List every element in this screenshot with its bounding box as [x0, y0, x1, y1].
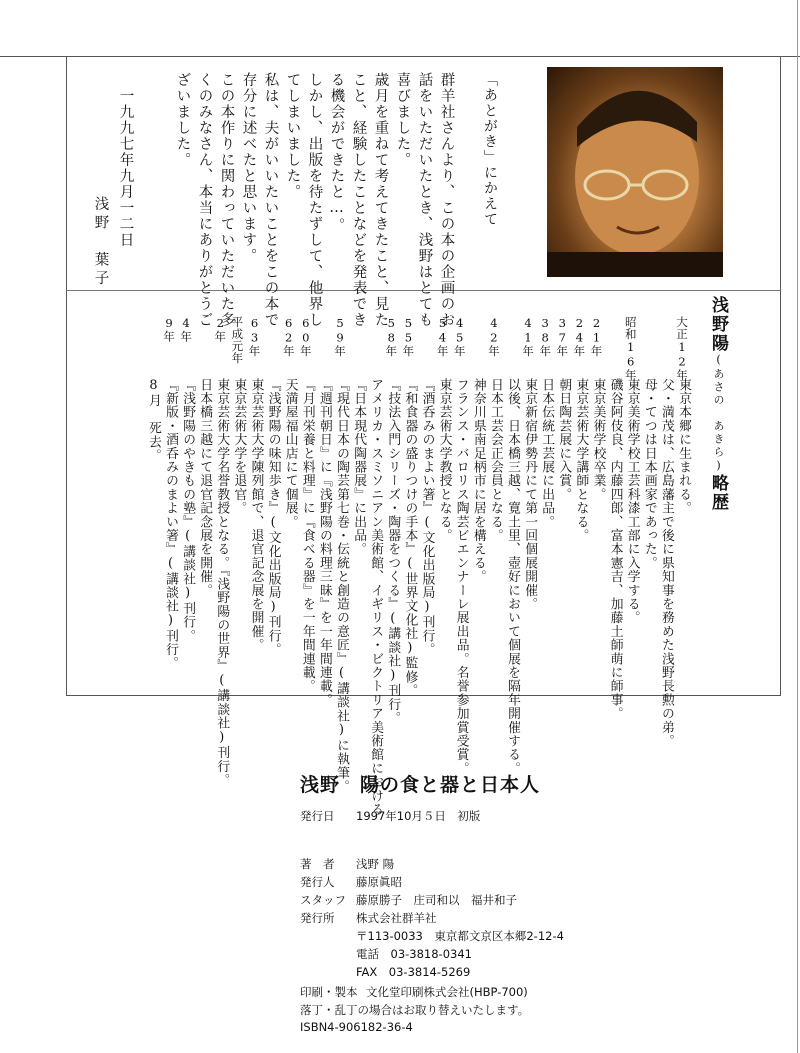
- colophon-label: 発行人: [300, 875, 335, 889]
- colophon-row: [300, 984, 528, 1000]
- bio-entry-text: 『新版・酒呑みのまよい箸』(講談社)刊行。: [163, 378, 178, 671]
- bio-entry-year: 54年: [435, 316, 450, 357]
- bio-entry-year: 59年: [333, 316, 347, 357]
- colophon-value: 株式会社群羊社: [356, 911, 437, 925]
- colophon-row: [300, 892, 517, 908]
- afterword-line: 喜びました。: [394, 72, 411, 168]
- bio-entry-year: 大正12年: [675, 316, 689, 381]
- bio-entry-text: 東京美術学校卒業。: [590, 378, 606, 502]
- afterword-line: てしまいました。: [284, 72, 301, 200]
- bio-entry-text: 日本橋三越にて退官記念展を開催。: [197, 378, 213, 598]
- bio-entry-text: 磯谷阿伎良、内藤四郎、富本憲吉、加藤土師萌に師事。: [607, 378, 623, 721]
- bio-entry-text: 東京芸術大学を退官。: [231, 378, 247, 515]
- colophon-value: 浅野 陽: [356, 857, 395, 871]
- page-edge-right: [797, 0, 798, 1053]
- bio-entry-year: 58年: [384, 316, 399, 357]
- colophon-value: 藤原勝子 庄司和以 福井和子: [356, 893, 517, 907]
- bio-entry-text: 東京本郷に生まれる。: [676, 378, 691, 515]
- bio-heading: [706, 296, 731, 512]
- bio-entry-text: 東京新宿伊勢丹にて第一回個展開催。: [522, 378, 538, 611]
- colophon-row: [300, 1020, 413, 1034]
- bio-entry-year: 55年: [401, 316, 416, 357]
- bio-entry-text: 東京芸術大学講師となる。: [573, 378, 589, 543]
- bio-entry-year: 昭和16年: [623, 316, 638, 381]
- book-title: 浅野 陽の食と器と日本人: [300, 774, 541, 796]
- bio-entry-year: 21年: [589, 316, 604, 357]
- afterword-line: 群羊社さんより、この本の企画のお: [438, 72, 455, 328]
- bio-entry-year: 60年: [298, 316, 313, 357]
- bio-entry-text: 母・てつは日本画家であった。: [641, 378, 657, 570]
- bio-entry-year: 9年: [162, 316, 176, 343]
- bio-reading: (あさの あきら): [712, 353, 725, 474]
- afterword-line: しかし、出版を待たずして、他界し: [306, 72, 323, 328]
- colophon-row: [300, 856, 394, 872]
- colophon-label: スタッフ: [300, 893, 346, 907]
- bio-title-suffix: 略歴: [708, 474, 728, 512]
- colophon-value: 〒113-0033 東京都文京区本郷2-12-4: [356, 929, 564, 943]
- bio-entry-text: アメリカ・スミソニアン美術館、イギリス・ビクトリア美術館における: [368, 378, 384, 817]
- colophon-row: [300, 910, 437, 926]
- bio-entry-year: 62年: [281, 316, 296, 357]
- bio-entry-text: 天満屋福山店にて個展。: [282, 378, 298, 529]
- bio-entry-text: 『日本現代陶器展』に出品。: [351, 378, 367, 557]
- colophon-label: 印刷・製本: [300, 985, 358, 999]
- colophon-row: [300, 1002, 529, 1018]
- colophon-label: 著 者: [300, 857, 335, 871]
- bio-entry-text: 『浅野陽の味知歩き』(文化出版局)刊行。: [265, 378, 281, 657]
- bio-entry-text: 『週刊朝日』に『浅野陽の料理三昧』を一年間連載。: [316, 378, 332, 707]
- bio-entry-text: 神奈川県南足柄市に居を構える。: [470, 378, 486, 584]
- bio-entry-year: 42年: [486, 316, 501, 357]
- bio-entry-year: 37年: [555, 316, 570, 357]
- colophon-row: [300, 964, 470, 980]
- afterword-date: 一九九七年九月一二日: [117, 88, 134, 248]
- afterword-line: こと、経験したことなどを発表でき: [350, 72, 367, 328]
- afterword-line: 私は、夫がいいたいことをこの本で: [262, 72, 279, 328]
- bio-entry-year: 2年: [213, 316, 228, 343]
- colophon-value: 藤原眞昭: [356, 875, 402, 889]
- colophon: [300, 770, 760, 1034]
- afterword-heading: 「あとがき」にかえて: [482, 72, 498, 227]
- bio-entry-text: 東京芸術大学名誉教授となる。『浅野陽の世界』(講談社)刊行。: [214, 378, 230, 787]
- bio-entry-text: フランス・バロリス陶芸ビエンナーレ展出品。名誉参加賞受賞。: [453, 378, 469, 776]
- portrait-illustration: [547, 67, 723, 277]
- bio-entry-text: 『和食器の盛りつけの手本』(世界文化社)監修。: [402, 378, 418, 698]
- bio-name: 浅野陽: [708, 296, 728, 353]
- afterword-signature: 浅野 葉子: [92, 196, 109, 289]
- colophon-row: [300, 874, 402, 890]
- afterword-line: ざいました。: [174, 72, 191, 168]
- colophon-value: 1997年10月５日 初版: [356, 809, 481, 823]
- colophon-value: 落丁・乱丁の場合はお取り替えいたします。: [300, 1003, 530, 1017]
- bio-entry-year: 24年: [572, 316, 587, 357]
- frame-right-line: [780, 56, 781, 696]
- afterword-section: [0, 0, 540, 328]
- bio-entry-text: 父・満茂は、広島藩主で後に県知事を務めた浅野長勲の弟。: [658, 378, 674, 748]
- bio-entry-text: 東京芸術大学教授となる。: [436, 378, 452, 543]
- bio-entry-text: 8月 死去。: [145, 378, 161, 463]
- colophon-value: ISBN4-906182-36-4: [300, 1020, 413, 1034]
- bio-entry-text: 『現代日本の陶芸第七巻・伝統と創造の意匠』(講談社)に執筆。: [334, 378, 349, 794]
- bio-entry-year: 45年: [452, 316, 467, 357]
- colophon-value: 文化堂印刷株式会社(HBP-700): [366, 985, 528, 999]
- bio-entry-text: 『酒呑みのまよい箸』(文化出版局)刊行。: [419, 378, 435, 657]
- bio-entry-year: 63年: [247, 316, 262, 357]
- afterword-line: この本作りに関わっていただいた多: [218, 72, 235, 328]
- colophon-value: FAX 03-3814-5269: [356, 965, 471, 979]
- bio-entry-text: 『技法入門シリーズ・陶器をつくる』(講談社)刊行。: [385, 378, 401, 725]
- author-portrait-photo: [547, 67, 723, 277]
- bio-entry-text: 朝日陶芸展に入賞。: [556, 378, 572, 502]
- afterword-line: る機会ができたと…。: [328, 72, 345, 234]
- bio-entry-text: 東京芸術大学陳列館で、退官記念展を開催。: [248, 378, 264, 652]
- bio-entry-text: 日本伝統工芸展に出品。: [539, 378, 555, 529]
- bio-entry-year: 38年: [538, 316, 553, 357]
- bio-entry-text: 日本工芸会正会員となる。: [487, 378, 503, 543]
- colophon-label: 発行日: [300, 809, 335, 823]
- bio-entry-year: 4年: [179, 316, 194, 343]
- colophon-row: [300, 928, 564, 944]
- bio-entry-year: 41年: [521, 316, 536, 357]
- colophon-value: 電話 03-3818-0341: [356, 947, 472, 961]
- bio-entry-text: 『月刊栄養と料理』に『食べる器』を一年間連載。: [299, 378, 315, 694]
- bio-entry-text: 東京美術学校工芸科漆工部に入学する。: [624, 378, 640, 625]
- afterword-line: 歳月を重ねて考えてきたこと、見た: [372, 72, 389, 328]
- colophon-row: [300, 808, 480, 824]
- afterword-line: 話をいただいたとき、浅野はとても: [416, 72, 433, 328]
- colophon-row: [300, 946, 472, 962]
- afterword-line: くのみなさん、本当にありがとうご: [196, 72, 213, 328]
- bio-entry-year: 平成元年: [230, 316, 245, 364]
- bio-entry-text: 『浅野陽のやきもの塾』(講談社)刊行。: [180, 378, 196, 643]
- afterword-line: 存分に述べたと思います。: [240, 72, 257, 264]
- colophon-label: 発行所: [300, 911, 335, 925]
- bio-entry-text: 以後、日本橋三越、寛土里、壺好において個展を隔年開催する。: [505, 378, 520, 776]
